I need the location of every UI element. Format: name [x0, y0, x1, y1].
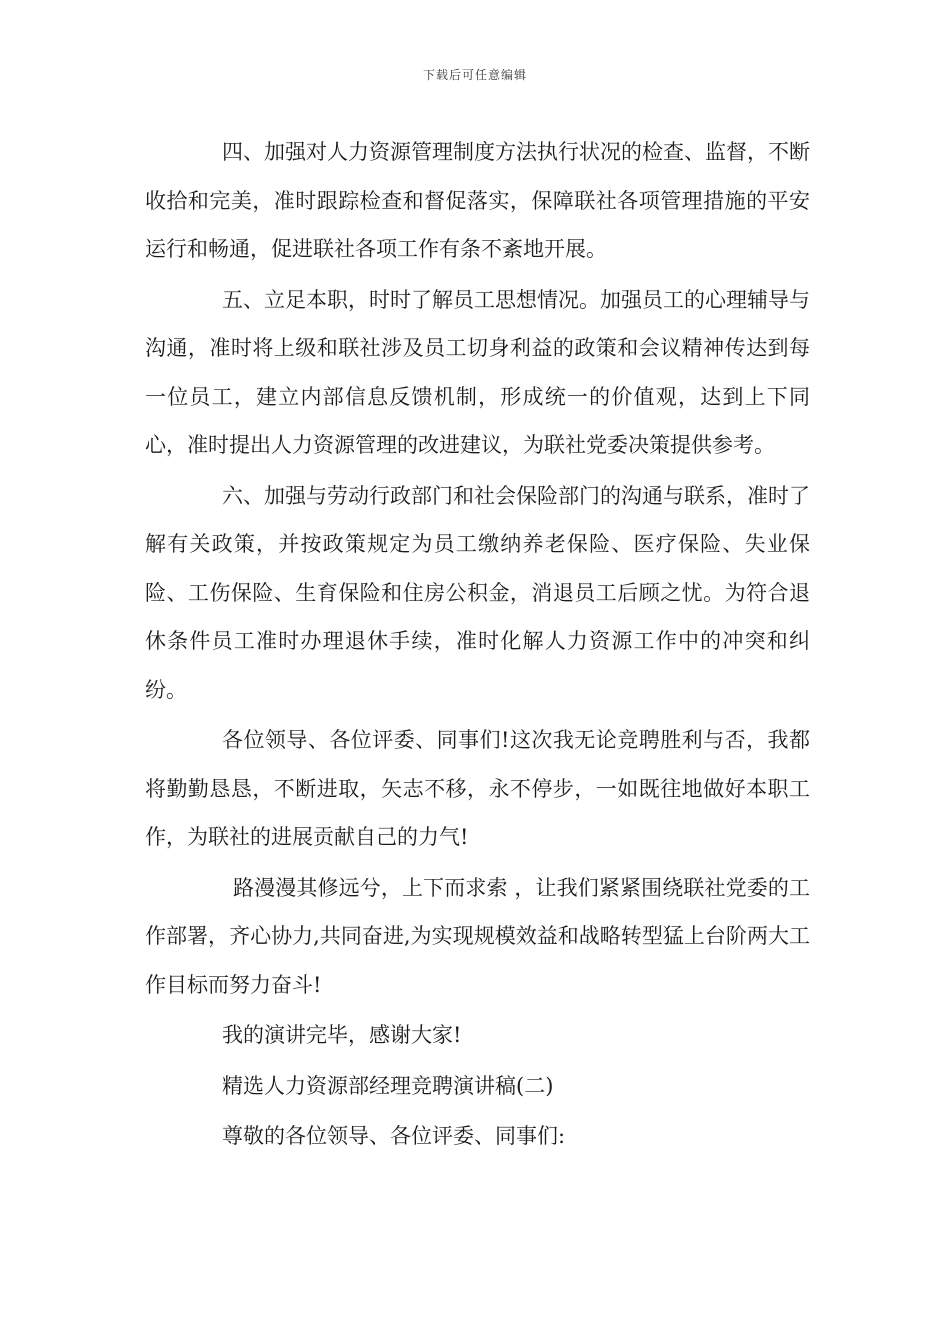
paragraph-item-4: 四、加强对人力资源管理制度方法执行状况的检查、监督，不断收拾和完美，准时跟踪检查和督促落实，保障联社各项管理措施的平安运行和畅通，促进联社各项工作有条不紊地开展。	[145, 140, 810, 261]
page-header-note: 下载后可任意编辑	[422, 68, 527, 82]
paragraph-item-6: 六、加强与劳动行政部门和社会保险部门的沟通与联系，准时了解有关政策，并按政策规定为员工缴纳养老保险、医疗保险、失业保险、工伤保险、生育保险和住房公积金，消退员工后顾之忧。为符合退休条件员工准时办理退休手续，准时化解人力资源工作中的冲突和纠纷。	[145, 483, 810, 702]
salutation: 尊敬的各位领导、各位评委、同事们:	[222, 1124, 566, 1148]
paragraph-item-5: 五、立足本职，时时了解员工思想情况。加强员工的心理辅导与沟通，准时将上级和联社涉及员工切身利益的政策和会议精神传达到每一位员工，建立内部信息反馈机制，形成统一的价值观，达到上下同心，准时提出人力资源管理的改进建议，为联社党委决策提供参考。	[145, 287, 810, 457]
paragraph-closing-quote: 路漫漫其修远兮，上下而求索 ，让我们紧紧围绕联社党委的工作部署，齐心协力,共同奋进,为实现规模效益和战略转型猛上台阶两大工作目标而努力奋斗!	[145, 875, 810, 997]
section-title: 精选人力资源部经理竞聘演讲稿(二)	[222, 1073, 554, 1098]
paragraph-closing-pledge: 各位领导、各位评委、同事们!这次我无论竞聘胜利与否，我都将勤勤恳恳，不断进取，矢志不移，永不停步，一如既往地做好本职工作，为联社的进展贡献自己的力气!	[145, 728, 810, 849]
document-body	[145, 128, 810, 1161]
paragraph-thanks: 我的演讲完毕，感谢大家!	[222, 1023, 462, 1047]
